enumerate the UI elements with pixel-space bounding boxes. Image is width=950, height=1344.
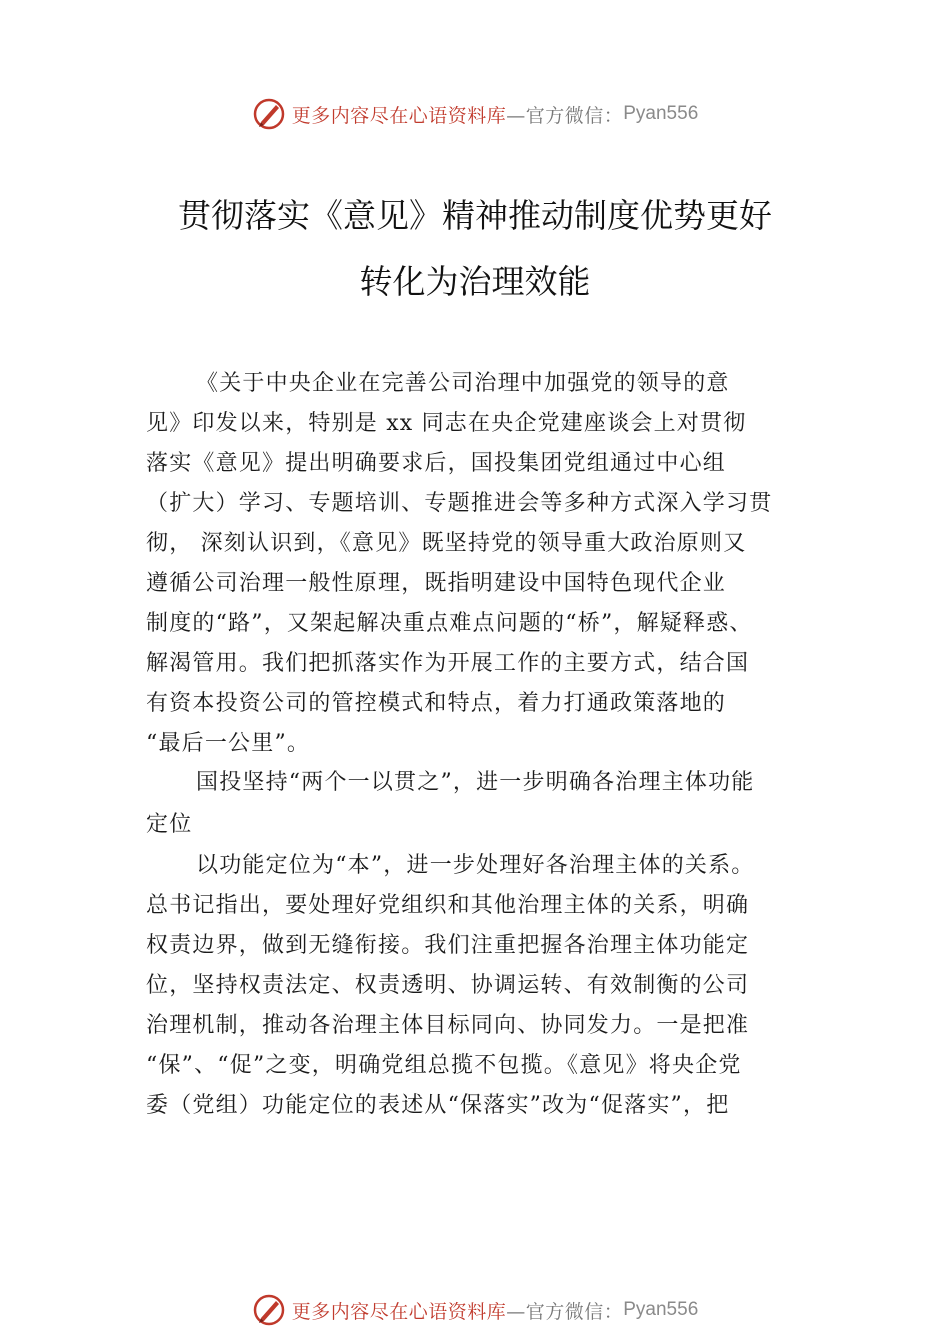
body-paragraph-3 [146, 846, 866, 1126]
paragraph-line: 见》印发以来，特别是 xx 同志在央企党建座谈会上对贯彻 [146, 411, 747, 436]
paragraph-line: 落实《意见》提出明确要求后，国投集团党组通过中心组 [146, 451, 727, 476]
paragraph-line: 遵循公司治理一般性原理，既指明建设中国特色现代企业 [146, 571, 727, 596]
paragraph-line: 解渴管用。我们把抓落实作为开展工作的主要方式，结合国 [146, 651, 750, 676]
paragraph-line: 总书记指出，要处理好党组织和其他治理主体的关系，明确 [146, 893, 750, 918]
document-title-line-1: 贯彻落实《意见》精神推动制度优势更好 [178, 196, 772, 235]
paragraph-line: 彻， 深刻认识到，《意见》既坚持党的领导重大政治原则又 [146, 531, 747, 556]
paragraph-line: （扩大）学习、专题培训、专题推进会等多种方式深入学习贯 [146, 491, 773, 516]
paragraph-line: 位，坚持权责法定、权责透明、协调运转、有效制衡的公司 [146, 973, 750, 998]
pen-logo-icon [252, 97, 286, 131]
banner-site-name: 更多内容尽在心语资料库 [291, 1300, 507, 1323]
paragraph-line: 有资本投资公司的管控模式和特点，着力打通政策落地的 [146, 691, 727, 716]
header-watermark-banner [0, 92, 950, 136]
paragraph-line: “最后一公里”。 [146, 731, 311, 756]
banner-wechat-label: —官方微信： [506, 1300, 624, 1323]
paragraph-line: 国投坚持“两个一以贯之”，进一步明确各治理主体功能 [196, 770, 755, 795]
banner-wechat-id: Pyan556 [623, 103, 699, 124]
paragraph-line: 《关于中央企业在完善公司治理中加强党的领导的意 [196, 371, 730, 396]
paragraph-line: 定位 [146, 812, 193, 837]
paragraph-line: 治理机制，推动各治理主体目标同向、协同发力。一是把准 [146, 1013, 750, 1038]
paragraph-line: “保”、“促”之变，明确党组总揽不包揽。《意见》将央企党 [146, 1053, 742, 1078]
section-heading-paragraph [146, 762, 866, 846]
footer-watermark-banner [0, 1288, 950, 1332]
pen-logo-icon [252, 1293, 286, 1327]
banner-wechat-label: —官方微信： [506, 104, 624, 127]
banner-wechat-id: Pyan556 [623, 1299, 699, 1320]
paragraph-line: 权责边界，做到无缝衔接。我们注重把握各治理主体功能定 [146, 933, 750, 958]
banner-site-name: 更多内容尽在心语资料库 [291, 104, 507, 127]
paragraph-line: 委（党组）功能定位的表述从“保落实”改为“促落实”，把 [146, 1093, 730, 1118]
paragraph-line: 以功能定位为“本”，进一步处理好各治理主体的关系。 [196, 853, 755, 878]
document-title-line-2: 转化为治理效能 [359, 262, 591, 301]
body-paragraph-1 [146, 364, 866, 764]
paragraph-line: 制度的“路”，又架起解决重点难点问题的“桥”，解疑释惑、 [146, 611, 753, 636]
